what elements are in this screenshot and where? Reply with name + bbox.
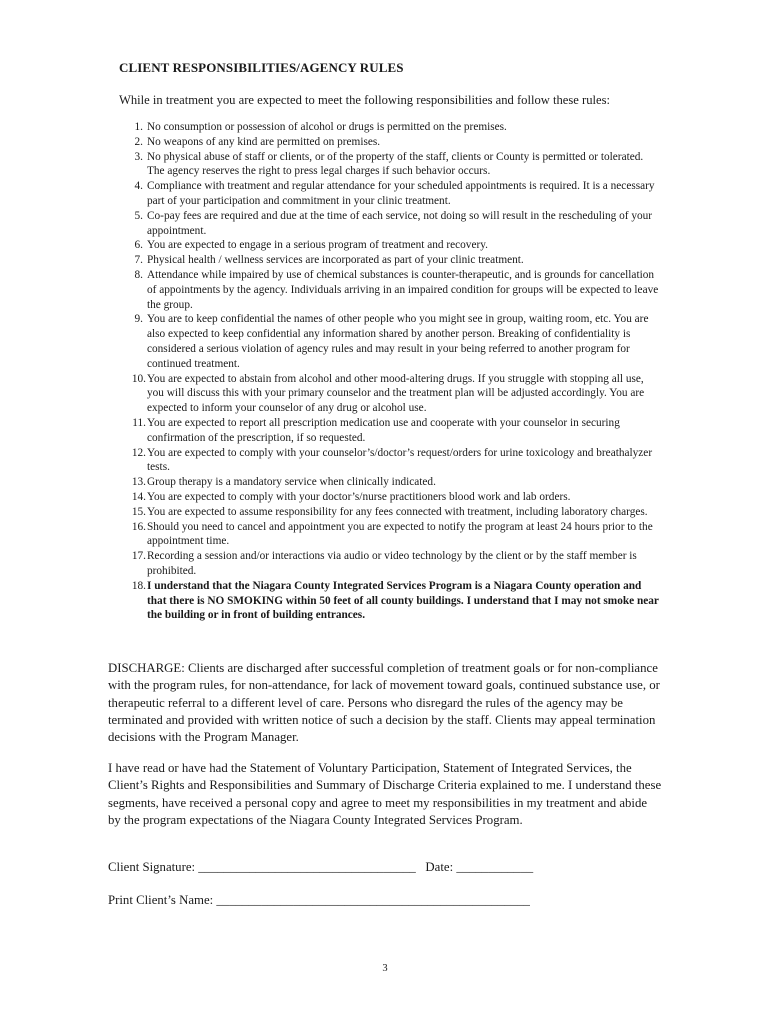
rule-number: 3. xyxy=(134,150,143,163)
rule-item xyxy=(119,312,659,371)
rule-text: Co-pay fees are required and due at the time of each service, not doing so will result in the rescheduling of your appointment. xyxy=(147,209,653,237)
rule-number: 2. xyxy=(134,135,143,148)
rule-item xyxy=(119,135,659,150)
rule-item xyxy=(119,268,659,312)
rule-number: 10. xyxy=(131,372,146,385)
rule-number: 7. xyxy=(134,254,143,267)
rule-number: 6. xyxy=(134,239,143,252)
rule-number: 17. xyxy=(131,550,146,563)
rule-number: 5. xyxy=(134,209,143,222)
rule-item xyxy=(119,238,659,253)
rule-item xyxy=(119,520,659,550)
page-number: 3 xyxy=(382,963,388,974)
rule-text: You are expected to assume responsibility for any fees connected with treatment, including laboratory charges. xyxy=(147,505,648,518)
rule-text: Compliance with treatment and regular attendance for your scheduled appointments is required. It is a necessary part of your participation and commitment in your clinic treatment. xyxy=(147,180,655,207)
rule-number: 9. xyxy=(134,313,143,326)
rule-number: 12. xyxy=(131,446,146,459)
rule-number: 8. xyxy=(134,268,143,281)
rule-number: 4. xyxy=(134,180,143,193)
rule-item xyxy=(119,446,659,476)
rule-text: You are expected to report all prescription medication use and cooperate with your counselor in securing confirmation of the prescription, if so requested. xyxy=(147,416,620,444)
rule-text: Group therapy is a mandatory service when clinically indicated. xyxy=(147,476,436,489)
discharge-paragraph: DISCHARGE: Clients are discharged after successful completion of treatment goals or for non-compliance with the program rules, for non-attendance, for lack of movement toward goals, continued substance use, or therapeutic referral to a different level of care. Persons who disregard the rules of the agency may be terminated and provided with written notice of such a decision by the staff. Clients may appeal termination decisions with the Program Manager. xyxy=(108,661,660,745)
rule-item xyxy=(119,372,659,416)
rule-item xyxy=(119,120,659,135)
rule-text: No weapons of any kind are permitted on premises. xyxy=(147,135,381,148)
rule-text: You are expected to abstain from alcohol and other mood-altering drugs. If you struggle with stopping all use, you will discuss this with your primary counselor and the treatment plan will be adjusted accordingly. You are expected to inform your counselor of any drug or alcohol use. xyxy=(147,372,645,415)
rule-item xyxy=(119,549,659,579)
rule-item xyxy=(119,209,659,239)
rule-item xyxy=(119,579,659,623)
rule-text: You are expected to comply with your counselor’s/doctor’s request/orders for urine toxicology and breathalyzer tests. xyxy=(147,446,653,474)
rule-number: 16. xyxy=(131,520,146,533)
client-signature-line: Client Signature: __________________________________ Date: ____________ xyxy=(108,860,534,874)
rule-item xyxy=(119,150,659,180)
rule-number: 13. xyxy=(131,476,146,489)
rule-number: 15. xyxy=(131,505,146,518)
rule-text: Should you need to cancel and appointment you are expected to notify the program at least 24 hours prior to the appointment time. xyxy=(147,520,653,548)
rule-number: 18. xyxy=(131,579,146,592)
rules-list xyxy=(119,120,659,623)
rule-text: No consumption or possession of alcohol or drugs is permitted on the premises. xyxy=(147,121,507,133)
document-title: CLIENT RESPONSIBILITIES/AGENCY RULES xyxy=(119,60,404,75)
rule-number: 14. xyxy=(131,490,146,503)
rule-item xyxy=(119,253,659,268)
rule-text: Physical health / wellness services are incorporated as part of your clinic treatment. xyxy=(147,254,524,267)
rule-text: Recording a session and/or interactions via audio or video technology by the client or by the staff member is prohibited. xyxy=(147,550,637,577)
rule-item xyxy=(119,416,659,446)
rule-item xyxy=(119,475,659,490)
acknowledgement-paragraph: I have read or have had the Statement of Voluntary Participation, Statement of Integrated Services, the Client’s Rights and Responsibilities and Summary of Discharge Criteria explained to me. I understand these segments, have received a personal copy and agree to meet my responsibilities in my treatment and abide by the program expectations of the Niagara County Integrated Services Program. xyxy=(108,761,662,827)
rule-number: 1. xyxy=(134,121,143,133)
rule-item xyxy=(119,179,659,209)
rule-text: You are expected to engage in a serious program of treatment and recovery. xyxy=(147,239,488,252)
rule-text: I understand that the Niagara County Integrated Services Program is a Niagara County operation and that there is NO SMOKING within 50 feet of all county buildings. I understand that I may not smoke near the building or in front of building entrances. xyxy=(147,579,659,622)
intro-text: While in treatment you are expected to meet the following responsibilities and follow these rules: xyxy=(119,93,611,107)
print-client-name-line: Print Client’s Name: _________________________________________________ xyxy=(108,893,530,907)
rule-text: Attendance while impaired by use of chemical substances is counter-therapeutic, and is grounds for cancellation of appointments by the agency. Individuals arriving in an impaired condition for groups will be expected to leave the group. xyxy=(147,268,659,311)
rule-text: You are to keep confidential the names of other people who you might see in group, waiting room, etc. You are also expected to keep confidential any information shared by another person. Breaking of confidentiality is considered a serious violation of agency rules and may result in your being referred to another program for continued treatment. xyxy=(147,313,649,370)
rule-number: 11. xyxy=(132,416,146,429)
rule-item xyxy=(119,505,659,520)
rule-item xyxy=(119,490,659,505)
rule-text: No physical abuse of staff or clients, or of the property of the staff, clients or County is permitted or tolerated. The agency reserves the right to press legal charges if such behavior occurs. xyxy=(147,150,644,178)
rule-text: You are expected to comply with your doctor’s/nurse practitioners blood work and lab orders. xyxy=(147,490,571,503)
